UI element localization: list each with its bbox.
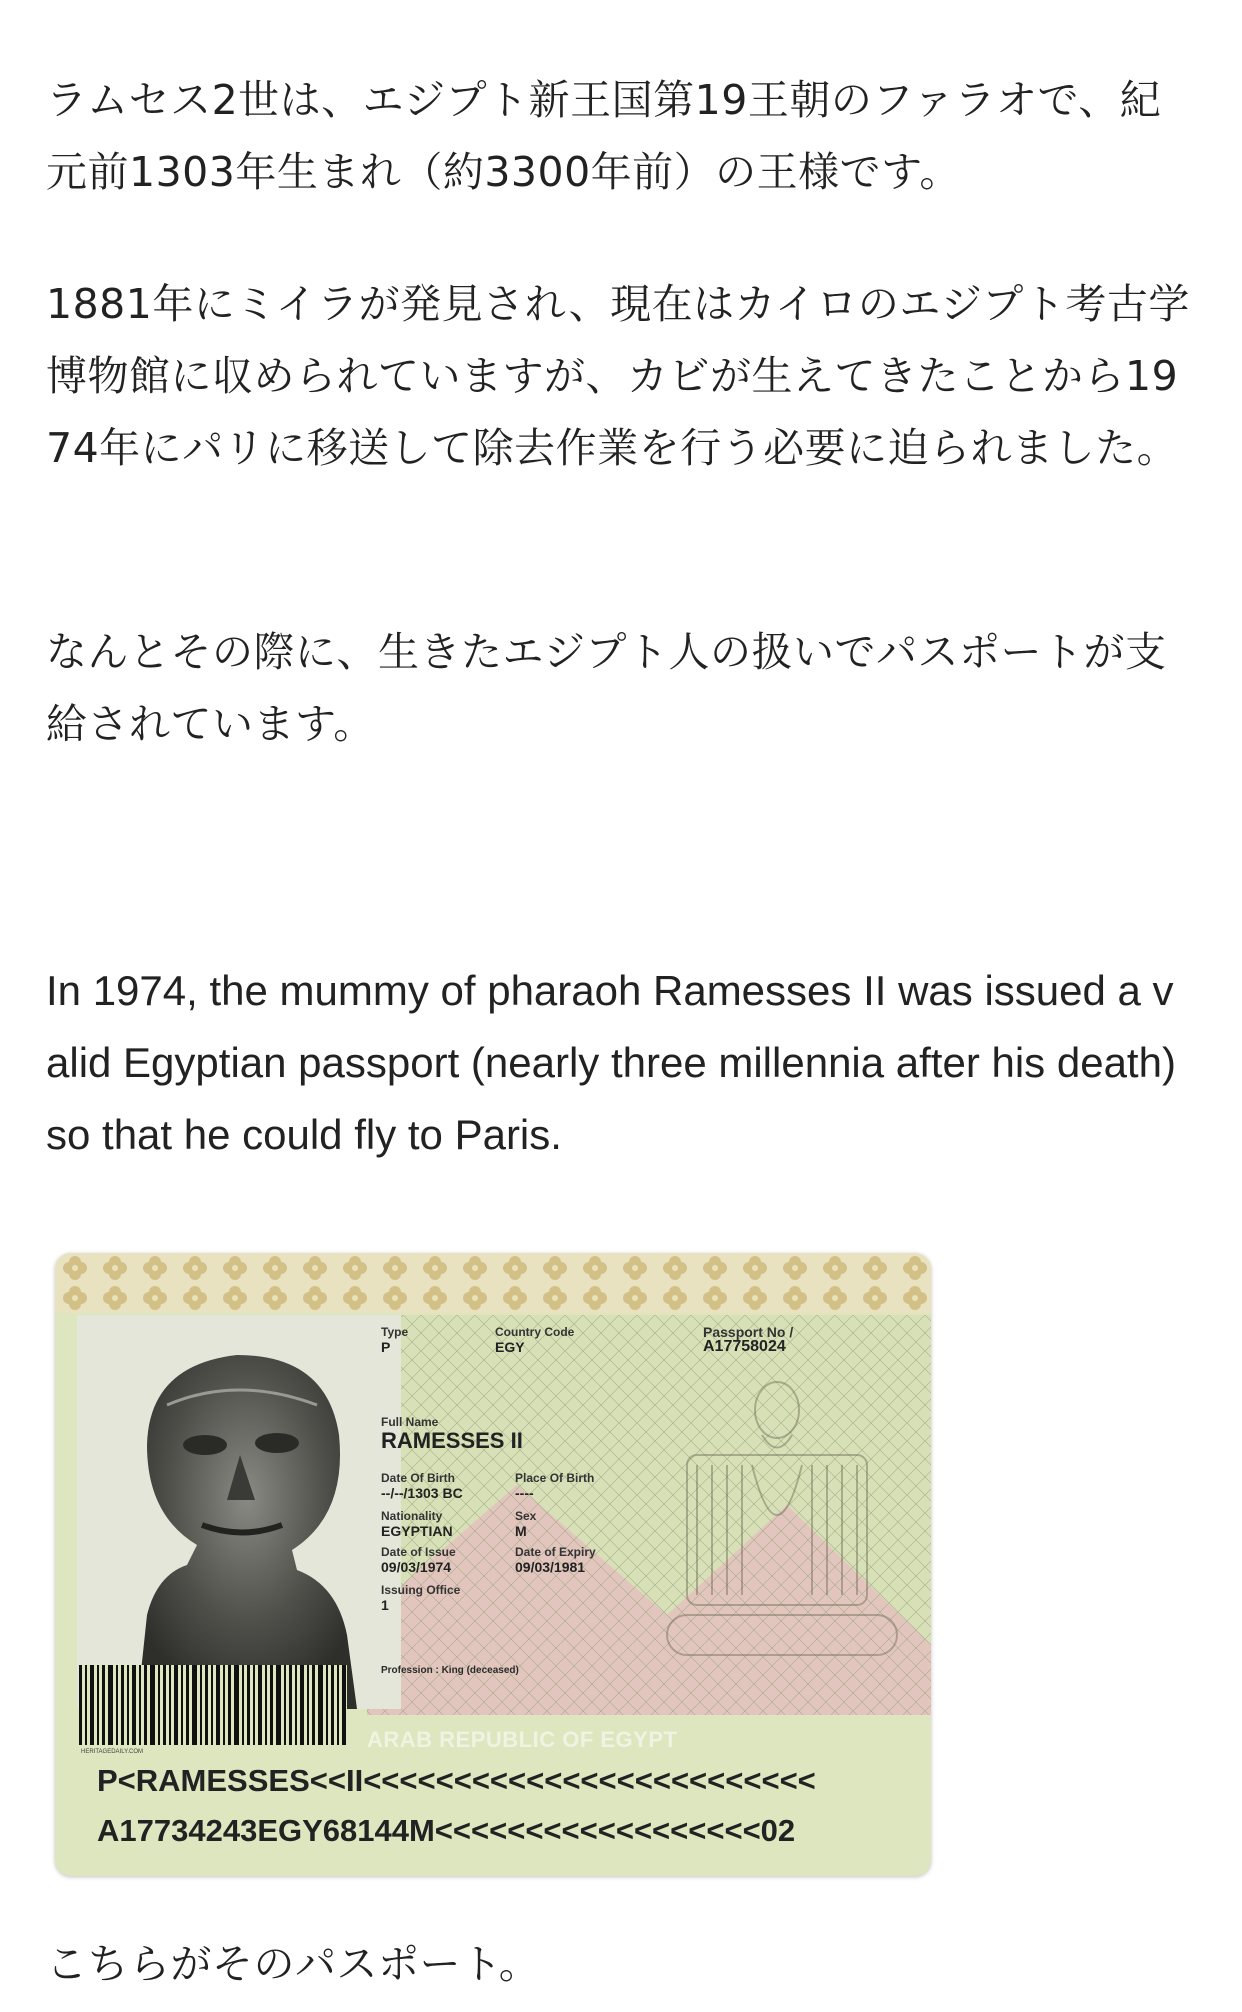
field-type bbox=[381, 1325, 408, 1355]
pob-value: ---- bbox=[515, 1485, 534, 1501]
field-nationality bbox=[381, 1509, 453, 1539]
field-date-of-issue bbox=[381, 1545, 456, 1575]
field-passport-no bbox=[703, 1325, 793, 1355]
doe-value: 09/03/1981 bbox=[515, 1559, 586, 1575]
nationality-value: EGYPTIAN bbox=[381, 1523, 453, 1539]
profession-value: King (deceased) bbox=[441, 1665, 519, 1676]
doi-label: Date of Issue bbox=[381, 1545, 456, 1559]
mrz-line-1: P<RAMESSES<<II<<<<<<<<<<<<<<<<<<<<<<<<< bbox=[97, 1763, 816, 1798]
passport-no-value: A17758024 bbox=[703, 1338, 786, 1355]
paragraph-passport-issued: なんとその際に、生きたエジプト人の扱いでパスポートが支給されています。 bbox=[46, 628, 1167, 748]
sex-value: M bbox=[515, 1523, 527, 1539]
field-date-of-birth bbox=[381, 1471, 463, 1501]
barcode-caption: HERITAGEDAILY.COM bbox=[81, 1749, 144, 1755]
dob-label: Date Of Birth bbox=[381, 1471, 456, 1485]
paragraph-discovery: 1881年にミイラが発見され、現在はカイロのエジプト考古学博物館に収められていますが、カビが生えてきたことから1974年にパリに移送して除去作業を行う必要に迫られました。 bbox=[46, 280, 1190, 472]
passport-no-label: Passport No / bbox=[703, 1324, 794, 1340]
full-name-value: RAMESSES II bbox=[381, 1428, 523, 1453]
field-sex bbox=[515, 1509, 536, 1539]
nationality-label: Nationality bbox=[381, 1509, 443, 1523]
watermark-text: ARAB REPUBLIC OF EGYPT bbox=[367, 1727, 678, 1752]
country-code-label: Country Code bbox=[495, 1325, 575, 1339]
country-code-value: EGY bbox=[495, 1339, 525, 1355]
mrz-line-2: A17734243EGY68144M<<<<<<<<<<<<<<<<<<02 bbox=[97, 1813, 796, 1848]
pob-label: Place Of Birth bbox=[515, 1471, 595, 1485]
field-country-code bbox=[495, 1325, 574, 1355]
paragraph-english: In 1974, the mummy of pharaoh Ramesses II was issued a valid Egyptian passport (nearly three millennia after his death) so that he could fly to Paris. bbox=[46, 967, 1188, 1158]
mummy-portrait-image bbox=[77, 1315, 401, 1709]
barcode-image bbox=[79, 1665, 347, 1745]
paragraph-intro: ラムセス2世は、エジプト新王国第19王朝のファラオで、紀元前1303年生まれ（約3300年前）の王様です。 bbox=[46, 76, 1162, 196]
dob-value: --/--/1303 BC bbox=[381, 1485, 463, 1501]
field-profession: Profession : King (deceased) bbox=[381, 1665, 519, 1676]
passport-image bbox=[55, 1253, 931, 1876]
field-place-of-birth bbox=[515, 1471, 594, 1501]
issuing-office-label: Issuing Office bbox=[381, 1583, 461, 1597]
type-label: Type bbox=[381, 1325, 409, 1339]
field-full-name bbox=[381, 1415, 523, 1453]
doi-value: 09/03/1974 bbox=[381, 1559, 452, 1575]
field-date-of-expiry bbox=[515, 1545, 596, 1575]
decorative-pattern-band bbox=[55, 1253, 931, 1313]
doe-label: Date of Expiry bbox=[515, 1545, 596, 1559]
profession-label: Profession bbox=[381, 1665, 433, 1676]
passport-photo-panel bbox=[77, 1315, 401, 1709]
sex-label: Sex bbox=[515, 1509, 537, 1523]
field-issuing-office bbox=[381, 1583, 460, 1613]
full-name-label: Full Name bbox=[381, 1415, 439, 1429]
image-caption: こちらがそのパスポート。 bbox=[46, 1940, 541, 1988]
issuing-office-value: 1 bbox=[381, 1597, 389, 1613]
type-value: P bbox=[381, 1339, 391, 1355]
